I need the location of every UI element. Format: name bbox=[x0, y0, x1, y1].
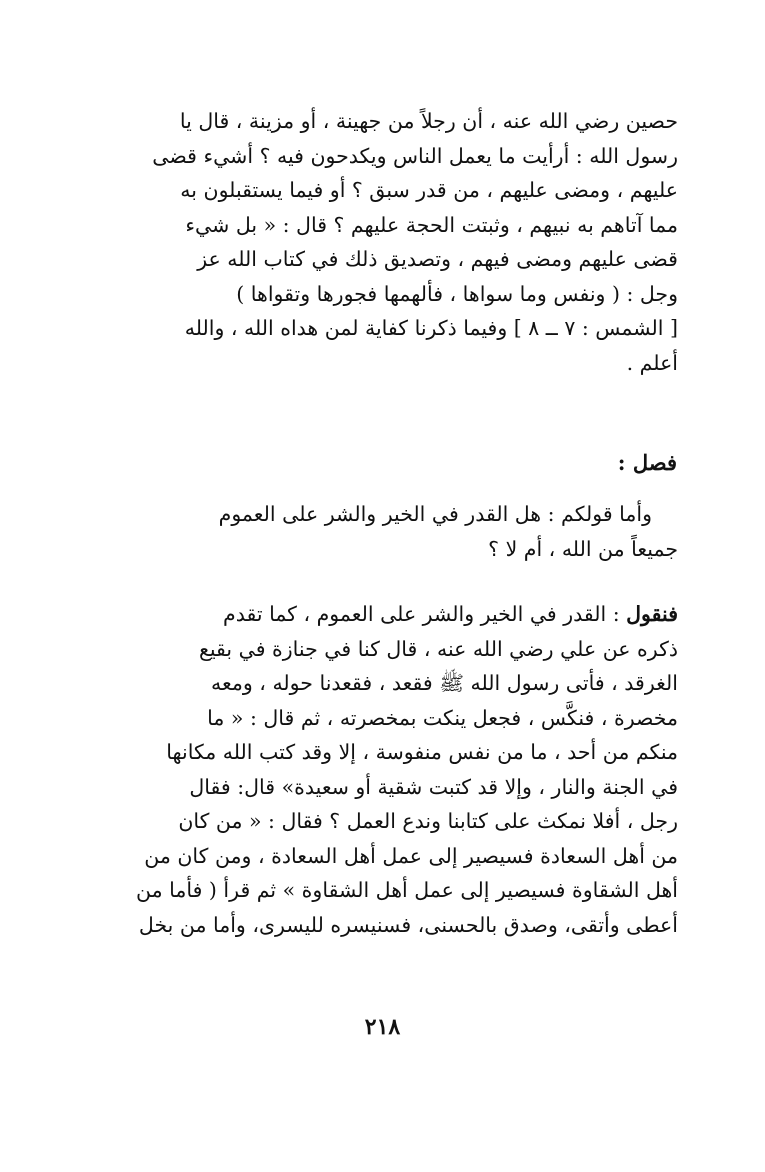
lead-word: فنقول bbox=[626, 602, 678, 626]
text-line: أعطى وأتقى، وصدق بالحسنى، فسنيسره لليسرى، وأما من بخل bbox=[138, 912, 678, 937]
text-line: وجل : ( ونفس وما سواها ، فألهمها فجورها وتقواها ) bbox=[236, 281, 678, 306]
section-heading: فصل : bbox=[617, 450, 677, 475]
text-line: رجل ، أفلا نمكث على كتابنا وندع العمل ؟ فقال : « من كان bbox=[178, 809, 678, 833]
page-number: ٢١٨ bbox=[364, 1014, 401, 1040]
text-line: أعلم . bbox=[626, 350, 678, 375]
text-line: جميعاً من الله ، أم لا ؟ bbox=[488, 536, 678, 561]
text-line: [ الشمس : ٧ ــ ٨ ] وفيما ذكرنا كفاية لمن هداه الله ، والله bbox=[184, 316, 678, 340]
text-line: قضى عليهم ومضى فيهم ، وتصديق ذلك في كتاب الله عز bbox=[197, 247, 678, 271]
text-line: ذكره عن علي رضي الله عنه ، قال كنا في جنازة في بقيع bbox=[198, 636, 678, 661]
text-line: حصين رضي الله عنه ، أن رجلاً من جهينة ، أو مزينة ، قال يا bbox=[179, 109, 678, 133]
paragraph-answer bbox=[78, 597, 678, 942]
paragraph-question bbox=[78, 497, 678, 566]
text-line: رسول الله : أرأيت ما يعمل الناس ويكدحون فيه ؟ أشيء قضى bbox=[152, 143, 678, 168]
text-line-first bbox=[78, 597, 678, 632]
text-line: مما آتاهم به نبيهم ، وثبتت الحجة عليهم ؟ قال : « بل شيء bbox=[185, 212, 678, 237]
text-line: وأما قولكم : هل القدر في الخير والشر على العموم bbox=[218, 502, 652, 526]
text-line: الغرقد ، فأتى رسول الله ﷺ فقعد ، فقعدنا حوله ، ومعه bbox=[211, 671, 678, 695]
text-line: منكم من أحد ، ما من نفس منفوسة ، إلا وقد كتب الله مكانها bbox=[166, 740, 678, 764]
paragraph-hadith-continuation bbox=[78, 104, 678, 380]
text-line: من أهل السعادة فسيصير إلى عمل أهل السعادة ، ومن كان من bbox=[144, 843, 678, 868]
text-line: في الجنة والنار ، وإلا قد كتبت شقية أو سعيدة» قال: فقال bbox=[189, 774, 678, 799]
first-line-rest: : القدر في الخير والشر على العموم ، كما تقدم bbox=[223, 602, 627, 626]
text-line: مخصرة ، فنكَّس ، فجعل ينكت بمخصرته ، ثم قال : « ما bbox=[207, 705, 678, 730]
text-line: أهل الشقاوة فسيصير إلى عمل أهل الشقاوة » ثم قرأ ( فأما من bbox=[136, 878, 678, 902]
text-line: عليهم ، ومضى عليهم ، من قدر سبق ؟ أو فيما يستقبلون به bbox=[180, 178, 678, 202]
